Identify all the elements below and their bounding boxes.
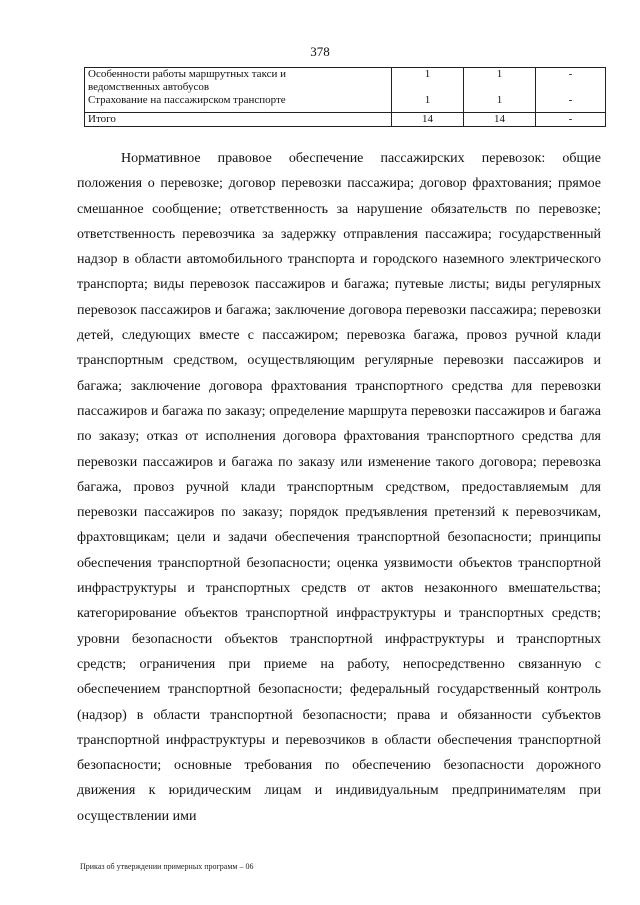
topic-line: ведомственных автобусов <box>88 81 210 93</box>
document-footer: Приказ об утверждении примерных программ – 06 <box>80 862 254 871</box>
hours-total-cell <box>392 68 464 113</box>
hours-value: - <box>568 68 573 80</box>
hours-practice-cell <box>536 68 606 113</box>
total-label: Итого <box>88 113 116 125</box>
page-number: 378 <box>310 44 330 59</box>
hours-value: 1 <box>496 94 503 106</box>
table-row <box>85 68 606 113</box>
topics-table <box>84 67 606 127</box>
total-practice-cell: - <box>536 113 606 127</box>
topic-line: Особенности работы маршрутных такси и <box>88 68 287 80</box>
hours-theory-cell <box>464 68 536 113</box>
hours-value: - <box>568 94 573 106</box>
topic-line: Страхование на пассажирском транспорте <box>88 94 286 106</box>
total-label-cell <box>85 113 392 127</box>
hours-value: 1 <box>424 68 431 80</box>
hours-value: 1 <box>424 94 431 106</box>
table-row-total <box>85 113 606 127</box>
total-hours-cell: 14 <box>392 113 464 127</box>
hours-value: 1 <box>496 68 503 80</box>
total-theory-cell: 14 <box>464 113 536 127</box>
body-paragraph: Нормативное правовое обеспечение пассажирских перевозок: общие положения о перевозке; договор перевозки пассажира; договор фрахтования; прямое смешанное сообщение; ответственность за нарушение обязательств по перевозке; ответственность перевозчика за задержку отправления пассажира; государственный надзор в области автомобильного транспорта и городского наземного электрического транспорта; виды перевозок пассажиров и багажа; путевые листы; виды регулярных перевозок пассажиров и багажа; заключение договора перевозки пассажира; перевозки детей, следующих вместе с пассажиром; перевозка багажа, провоз ручной клади транспортным средством, осуществляющим регулярные перевозки пассажиров и багажа; заключение договора фрахтования транспортного средства для перевозки пассажиров и багажа по заказу; определение маршрута перевозки пассажиров и багажа по заказу; отказ от исполнения договора фрахтования транспортного средства для перевозки пассажиров и багажа по заказу или изменение такого договора; перевозка багажа, провоз ручной клади транспортным средством, предоставляемым для перевозки пассажиров по заказу; порядок предъявления претензий к перевозчикам, фрахтовщикам; цели и задачи обеспечения транспортной безопасности; принципы обеспечения транспортной безопасности; оценка уязвимости объектов транспортной инфраструктуры и транспортных средств от актов незаконного вмешательства; категорирование объектов транспортной инфраструктуры и транспортных средств; уровни безопасности объектов транспортной инфраструктуры и транспортных средств; ограничения при приеме на работу, непосредственно связанную с обеспечением транспортной безопасности; федеральный государственный контроль (надзор) в области транспортной безопасности; права и обязанности субъектов транспортной инфраструктуры и перевозчиков в области обеспечения транспортной безопасности; основные требования по обеспечению безопасности дорожного движения к юридическим лицам и индивидуальным предпринимателям при осуществлении ими <box>77 151 601 824</box>
topic-cell <box>85 68 392 113</box>
